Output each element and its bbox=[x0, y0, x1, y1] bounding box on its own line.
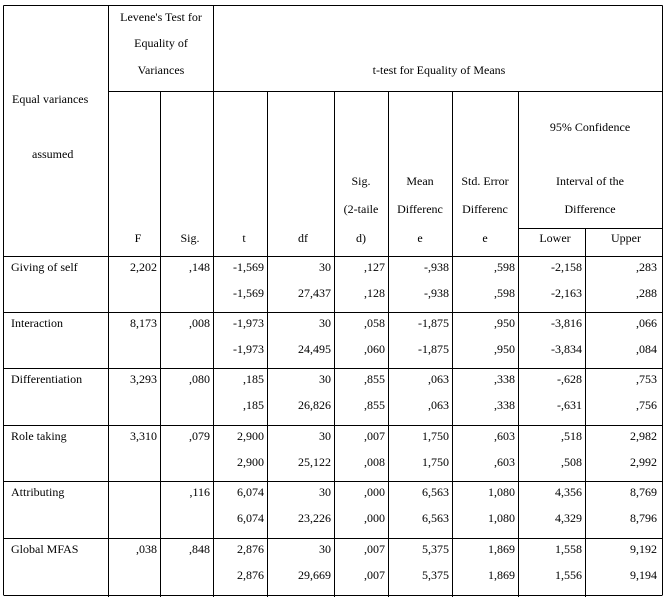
df-unequal: 24,495 bbox=[298, 342, 331, 356]
ci-upper-equal: 2,982 bbox=[630, 429, 657, 443]
mean-diff-unequal: 1,750 bbox=[422, 455, 449, 469]
col-header-df: df bbox=[298, 231, 308, 245]
t-unequal: -1,973 bbox=[233, 342, 264, 356]
mean-diff-equal: 6,563 bbox=[422, 485, 449, 499]
sig2-header-line2: (2-taile bbox=[343, 202, 379, 216]
se-diff-equal: 1,869 bbox=[488, 542, 515, 556]
row-label-line2: assumed bbox=[32, 147, 74, 161]
sig2-equal: ,058 bbox=[364, 316, 385, 330]
t-equal: -1,569 bbox=[233, 260, 264, 274]
ci-lower-unequal: ,508 bbox=[561, 455, 582, 469]
se-header-line3: e bbox=[482, 231, 488, 245]
row-label: Giving of self bbox=[11, 260, 78, 274]
se-diff-unequal: 1,080 bbox=[488, 511, 515, 525]
mean-diff-equal: 1,750 bbox=[422, 429, 449, 443]
row-label: Attributing bbox=[11, 485, 65, 499]
ci-lower-equal: -,628 bbox=[557, 372, 582, 386]
se-diff-equal: ,338 bbox=[494, 372, 515, 386]
row-label-line1: Equal variances bbox=[12, 92, 89, 106]
df-equal: 30 bbox=[319, 485, 331, 499]
se-diff-unequal: ,603 bbox=[494, 455, 515, 469]
mean-diff-equal: 5,375 bbox=[422, 542, 449, 556]
t-unequal: 2,900 bbox=[237, 455, 264, 469]
levene-header-line2: Equality of bbox=[134, 36, 188, 50]
ci-upper-equal: 9,192 bbox=[630, 542, 657, 556]
ci-upper-unequal: ,084 bbox=[636, 342, 657, 356]
levene-header-line3: Variances bbox=[137, 63, 185, 77]
mean-diff-unequal: 5,375 bbox=[422, 568, 449, 582]
sig2-unequal: ,128 bbox=[364, 286, 385, 300]
df-unequal: 27,437 bbox=[298, 286, 331, 300]
levene-sig: ,008 bbox=[189, 316, 210, 330]
df-unequal: 26,826 bbox=[298, 398, 331, 412]
df-equal: 30 bbox=[319, 429, 331, 443]
sig2-unequal: ,060 bbox=[364, 342, 385, 356]
col-header-t: t bbox=[242, 231, 246, 245]
sig2-equal: ,127 bbox=[364, 260, 385, 274]
sig2-unequal: ,000 bbox=[364, 511, 385, 525]
sig2-header-line1: Sig. bbox=[351, 174, 371, 188]
ci-upper-equal: ,066 bbox=[636, 316, 657, 330]
sig2-header-line3: d) bbox=[356, 231, 366, 245]
ci-header-line3: Difference bbox=[564, 202, 616, 216]
levene-F: 2,202 bbox=[130, 260, 157, 274]
mean-header-line3: e bbox=[417, 231, 423, 245]
levene-sig: ,116 bbox=[189, 485, 210, 499]
se-diff-unequal: ,598 bbox=[494, 286, 515, 300]
se-diff-unequal: ,338 bbox=[494, 398, 515, 412]
mean-diff-unequal: ,063 bbox=[428, 398, 449, 412]
sig2-equal: ,855 bbox=[364, 372, 385, 386]
se-diff-unequal: 1,869 bbox=[488, 568, 515, 582]
mean-header-line1: Mean bbox=[406, 174, 434, 188]
ci-upper-equal: ,283 bbox=[636, 260, 657, 274]
se-header-line2: Differenc bbox=[462, 202, 508, 216]
t-equal: -1,973 bbox=[233, 316, 264, 330]
t-unequal: -1,569 bbox=[233, 286, 264, 300]
se-header-line1: Std. Error bbox=[461, 174, 509, 188]
se-diff-equal: ,598 bbox=[494, 260, 515, 274]
ci-upper-unequal: ,756 bbox=[636, 398, 657, 412]
ci-lower-unequal: -3,834 bbox=[551, 342, 582, 356]
row-label: Role taking bbox=[11, 429, 67, 443]
ci-upper-equal: ,753 bbox=[636, 372, 657, 386]
ci-upper-equal: 8,769 bbox=[630, 485, 657, 499]
ci-lower-unequal: 1,556 bbox=[555, 568, 582, 582]
ci-upper-unequal: 2,992 bbox=[630, 455, 657, 469]
se-diff-equal: ,950 bbox=[494, 316, 515, 330]
levene-sig: ,148 bbox=[189, 260, 210, 274]
ci-lower-unequal: -2,163 bbox=[551, 286, 582, 300]
ci-header-line1: 95% Confidence bbox=[549, 120, 631, 134]
df-equal: 30 bbox=[319, 260, 331, 274]
sig2-unequal: ,007 bbox=[364, 568, 385, 582]
t-unequal: 6,074 bbox=[237, 511, 264, 525]
sig2-equal: ,007 bbox=[364, 429, 385, 443]
ci-upper-unequal: ,288 bbox=[636, 286, 657, 300]
se-diff-equal: 1,080 bbox=[488, 485, 515, 499]
levene-sig: ,080 bbox=[189, 372, 210, 386]
ttest-header: t-test for Equality of Means bbox=[372, 63, 506, 77]
ci-lower-equal: -2,158 bbox=[551, 260, 582, 274]
levene-F: 3,310 bbox=[130, 429, 157, 443]
df-unequal: 29,669 bbox=[298, 568, 331, 582]
se-diff-equal: ,603 bbox=[494, 429, 515, 443]
mean-diff-equal: ,063 bbox=[428, 372, 449, 386]
t-equal: 2,876 bbox=[237, 542, 264, 556]
ci-lower-equal: ,518 bbox=[561, 429, 582, 443]
levene-header-line1: Levene's Test for bbox=[120, 10, 202, 24]
col-header-F: F bbox=[134, 231, 142, 245]
mean-header-line2: Differenc bbox=[397, 202, 443, 216]
ci-lower-unequal: -,631 bbox=[557, 398, 582, 412]
col-header-lower: Lower bbox=[539, 231, 571, 245]
sig2-equal: ,000 bbox=[364, 485, 385, 499]
t-unequal: ,185 bbox=[243, 398, 264, 412]
row-label: Differentiation bbox=[11, 372, 83, 386]
ci-upper-unequal: 8,796 bbox=[630, 511, 657, 525]
df-equal: 30 bbox=[319, 316, 331, 330]
col-header-upper: Upper bbox=[611, 231, 641, 245]
ci-upper-unequal: 9,194 bbox=[630, 568, 657, 582]
ci-header-line2: Interval of the bbox=[556, 174, 624, 188]
mean-diff-unequal: -,938 bbox=[424, 286, 449, 300]
col-header-sig: Sig. bbox=[180, 231, 200, 245]
mean-diff-unequal: -1,875 bbox=[418, 342, 449, 356]
mean-diff-equal: -,938 bbox=[424, 260, 449, 274]
df-equal: 30 bbox=[319, 542, 331, 556]
t-equal: 6,074 bbox=[237, 485, 264, 499]
t-equal: 2,900 bbox=[237, 429, 264, 443]
mean-diff-unequal: 6,563 bbox=[422, 511, 449, 525]
row-label: Interaction bbox=[11, 316, 63, 330]
levene-F: 3,293 bbox=[130, 372, 157, 386]
levene-F: 8,173 bbox=[130, 316, 157, 330]
sig2-equal: ,007 bbox=[364, 542, 385, 556]
t-equal: ,185 bbox=[243, 372, 264, 386]
levene-sig: ,848 bbox=[189, 542, 210, 556]
ci-lower-equal: 1,558 bbox=[555, 542, 582, 556]
df-equal: 30 bbox=[319, 372, 331, 386]
mean-diff-equal: -1,875 bbox=[418, 316, 449, 330]
ci-lower-unequal: 4,329 bbox=[555, 511, 582, 525]
ci-lower-equal: -3,816 bbox=[551, 316, 582, 330]
row-label: Global MFAS bbox=[11, 542, 79, 556]
se-diff-unequal: ,950 bbox=[494, 342, 515, 356]
ci-lower-equal: 4,356 bbox=[555, 485, 582, 499]
levene-F: ,038 bbox=[136, 542, 157, 556]
sig2-unequal: ,855 bbox=[364, 398, 385, 412]
sig2-unequal: ,008 bbox=[364, 455, 385, 469]
df-unequal: 23,226 bbox=[298, 511, 331, 525]
t-unequal: 2,876 bbox=[237, 568, 264, 582]
df-unequal: 25,122 bbox=[298, 455, 331, 469]
levene-sig: ,079 bbox=[189, 429, 210, 443]
